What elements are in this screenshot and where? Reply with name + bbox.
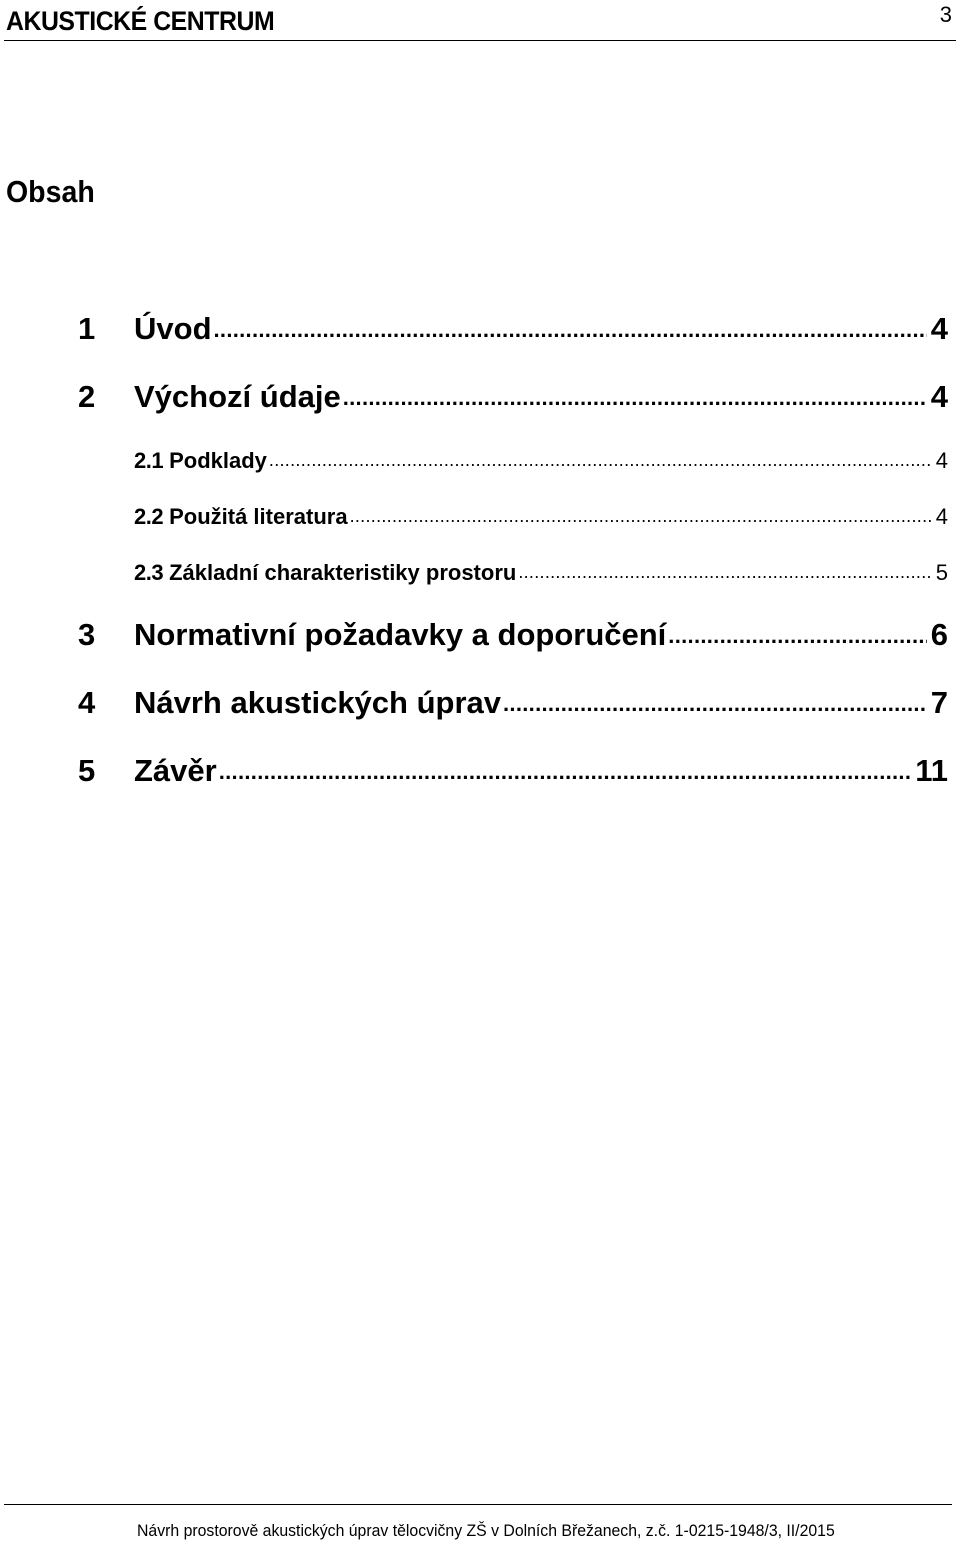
toc-leader-dots bbox=[518, 558, 931, 580]
toc-entry-title: Normativní požadavky a doporučení bbox=[134, 617, 667, 652]
toc-entry-title: Podklady bbox=[169, 448, 267, 473]
toc-leader-dots bbox=[350, 502, 932, 524]
footer-text: Návrh prostorově akustických úprav tělocvičny ZŠ v Dolních Břežanech, z.č. 1-0215-1948/3, II/2015 bbox=[137, 1521, 835, 1540]
toc-entry-title: Použitá literatura bbox=[169, 504, 348, 529]
toc-entry-title: Závěr bbox=[134, 753, 217, 788]
toc-entry-page: 4 bbox=[935, 448, 948, 473]
toc-entry-number: 5 bbox=[78, 753, 96, 788]
toc-entry-podklady[interactable] bbox=[134, 446, 948, 476]
toc-entry-page: 4 bbox=[935, 504, 948, 529]
toc-leader-dots bbox=[219, 750, 911, 781]
toc-entry-zaver[interactable] bbox=[78, 750, 948, 790]
toc-entry-vychozi-udaje[interactable] bbox=[78, 376, 948, 416]
toc-entry-pouzita-literatura[interactable] bbox=[134, 502, 948, 532]
toc-leader-dots bbox=[668, 614, 926, 645]
toc-entry-number: 3 bbox=[78, 617, 96, 652]
toc-entry-normativni-pozadavky[interactable] bbox=[78, 614, 948, 654]
toc-entry-title: Základní charakteristiky prostoru bbox=[169, 560, 517, 585]
header-title: AKUSTICKÉ CENTRUM bbox=[6, 6, 275, 36]
toc-leader-dots bbox=[503, 682, 927, 713]
toc-entry-page: 4 bbox=[930, 311, 948, 346]
toc-entry-title: Návrh akustických úprav bbox=[134, 685, 502, 720]
toc-entry-uvod[interactable] bbox=[78, 308, 948, 348]
toc-leader-dots bbox=[343, 376, 927, 407]
toc-entry-number: 2 bbox=[78, 379, 96, 414]
toc-entry-number: 2.2 bbox=[134, 504, 164, 529]
toc-leader-dots bbox=[214, 308, 927, 339]
toc-entry-page: 4 bbox=[930, 379, 948, 414]
toc-entry-navrh-akustickych-uprav[interactable] bbox=[78, 682, 948, 722]
toc-entry-title: Výchozí údaje bbox=[134, 379, 341, 414]
toc-leader-dots bbox=[269, 446, 932, 468]
header-page-number: 3 bbox=[939, 2, 952, 27]
toc-heading: Obsah bbox=[6, 174, 95, 209]
toc-entry-title: Úvod bbox=[134, 311, 212, 346]
page-header bbox=[4, 0, 956, 41]
toc-entry-number: 2.1 bbox=[134, 448, 164, 473]
page-footer bbox=[4, 1504, 952, 1540]
toc-entry-page: 5 bbox=[935, 560, 948, 585]
toc-entry-page: 11 bbox=[915, 753, 948, 788]
toc-entry-number: 4 bbox=[78, 685, 96, 720]
toc-entry-number: 1 bbox=[78, 311, 96, 346]
toc-entry-number: 2.3 bbox=[134, 560, 164, 585]
toc-entry-page: 7 bbox=[930, 685, 948, 720]
toc-entry-page: 6 bbox=[930, 617, 948, 652]
toc-entry-zakladni-charakteristiky[interactable] bbox=[134, 558, 948, 588]
